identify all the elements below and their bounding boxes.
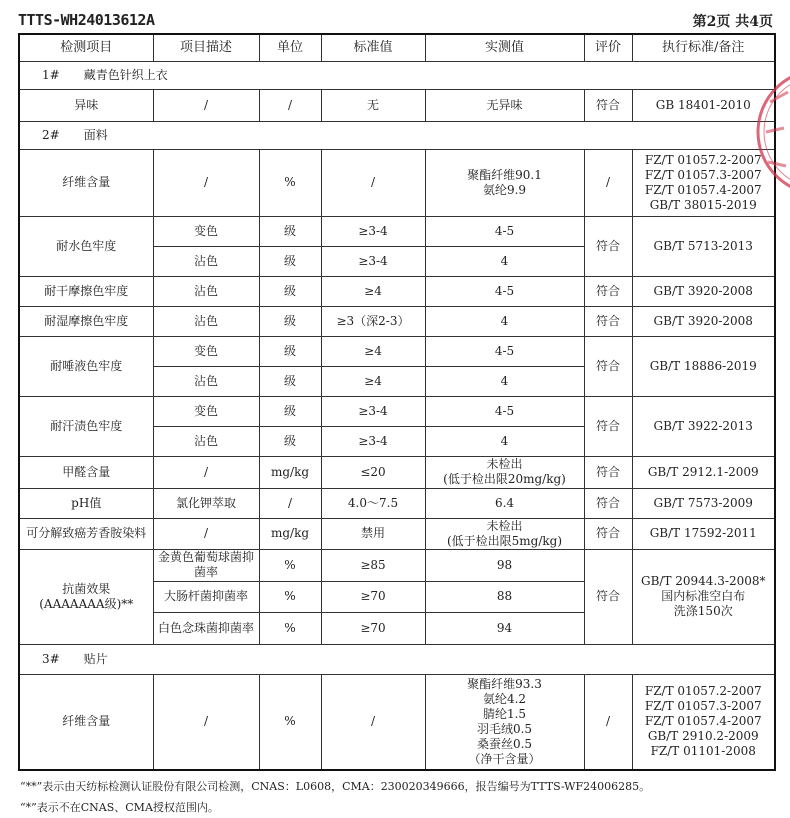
column-header: 标准值 — [321, 34, 425, 61]
table-cell: 符合 — [584, 306, 632, 336]
table-cell: / — [321, 149, 425, 216]
table-cell: GB/T 5713-2013 — [632, 216, 775, 276]
table-cell: GB 18401-2010 — [632, 89, 775, 121]
table-cell: GB/T 3920-2008 — [632, 306, 775, 336]
table-cell: 沾色 — [153, 306, 259, 336]
table-cell: 聚酯纤维93.3 氨纶4.2 腈纶1.5 羽毛绒0.5 桑蚕丝0.5 （净干含量） — [425, 674, 584, 770]
table-cell: % — [259, 149, 321, 216]
table-cell: % — [259, 581, 321, 612]
table-cell: ≥3-4 — [321, 396, 425, 426]
table-cell: 符合 — [584, 549, 632, 644]
test-results-table — [18, 33, 776, 771]
table-cell: 异味 — [19, 89, 153, 121]
table-cell: 级 — [259, 246, 321, 276]
table-cell: FZ/T 01057.2-2007 FZ/T 01057.3-2007 FZ/T 01057.4-2007 GB/T 2910.2-2009 FZ/T 01101-2008 — [632, 674, 775, 770]
table-cell: 无异味 — [425, 89, 584, 121]
table-cell: GB/T 18886-2019 — [632, 336, 775, 396]
table-cell: 纤维含量 — [19, 674, 153, 770]
table-cell: 4 — [425, 306, 584, 336]
table-cell: 金黄色葡萄球菌抑菌率 — [153, 549, 259, 581]
table-cell: mg/kg — [259, 518, 321, 549]
table-row — [19, 149, 775, 216]
table-cell: ≥3（深2-3） — [321, 306, 425, 336]
table-cell: / — [153, 456, 259, 488]
table-cell: 可分解致癌芳香胺染料 — [19, 518, 153, 549]
table-cell: 4-5 — [425, 336, 584, 366]
table-cell: 符合 — [584, 216, 632, 276]
column-header: 实测值 — [425, 34, 584, 61]
table-cell: 沾色 — [153, 366, 259, 396]
table-cell: 4 — [425, 246, 584, 276]
table-cell: 聚酯纤维90.1 氨纶9.9 — [425, 149, 584, 216]
table-cell: / — [259, 89, 321, 121]
table-cell: 无 — [321, 89, 425, 121]
table-cell: / — [153, 674, 259, 770]
table-cell: GB/T 17592-2011 — [632, 518, 775, 549]
footnote: “*”表示不在CNAS、CMA授权范围内。 — [20, 801, 219, 814]
table-cell: 级 — [259, 276, 321, 306]
header-row — [19, 34, 775, 61]
column-header: 项目描述 — [153, 34, 259, 61]
section-row — [19, 61, 775, 89]
table-cell: 4.0～7.5 — [321, 488, 425, 518]
column-header: 执行标准/备注 — [632, 34, 775, 61]
table-cell: 4-5 — [425, 216, 584, 246]
table-row — [19, 396, 775, 426]
table-cell: ≥70 — [321, 581, 425, 612]
table-cell: 氯化钾萃取 — [153, 488, 259, 518]
table-cell: 符合 — [584, 518, 632, 549]
table-row — [19, 518, 775, 549]
table-cell: 耐唾液色牢度 — [19, 336, 153, 396]
red-seal-stamp — [748, 62, 790, 202]
table-cell: GB/T 7573-2009 — [632, 488, 775, 518]
table-cell: GB/T 3922-2013 — [632, 396, 775, 456]
table-cell: 耐湿摩擦色牢度 — [19, 306, 153, 336]
table-cell: ≥3-4 — [321, 216, 425, 246]
table-cell: 级 — [259, 216, 321, 246]
table-cell: pH值 — [19, 488, 153, 518]
table-cell: 变色 — [153, 396, 259, 426]
table-cell: ≥4 — [321, 336, 425, 366]
table-cell: 大肠杆菌抑菌率 — [153, 581, 259, 612]
table-cell: 变色 — [153, 216, 259, 246]
table-cell: ≥70 — [321, 612, 425, 644]
table-row — [19, 456, 775, 488]
table-cell: ≥4 — [321, 276, 425, 306]
table-cell: 沾色 — [153, 276, 259, 306]
table-cell: 符合 — [584, 488, 632, 518]
table-cell: 符合 — [584, 456, 632, 488]
section-row — [19, 121, 775, 149]
table-cell: / — [153, 518, 259, 549]
table-cell: / — [153, 149, 259, 216]
table-cell: / — [321, 674, 425, 770]
section-row — [19, 644, 775, 674]
table-cell: 耐汗渍色牢度 — [19, 396, 153, 456]
table-cell: 98 — [425, 549, 584, 581]
column-header: 单位 — [259, 34, 321, 61]
table-cell: FZ/T 01057.2-2007 FZ/T 01057.3-2007 FZ/T 01057.4-2007 GB/T 38015-2019 — [632, 149, 775, 216]
table-cell: 级 — [259, 306, 321, 336]
table-row — [19, 336, 775, 366]
section-title: 1# 藏青色针织上衣 — [19, 61, 775, 89]
table-row — [19, 89, 775, 121]
table-cell: / — [259, 488, 321, 518]
table-cell: % — [259, 612, 321, 644]
table-cell: / — [153, 89, 259, 121]
table-cell: 级 — [259, 366, 321, 396]
table-cell: GB/T 20944.3-2008* 国内标准空白布 洗涤150次 — [632, 549, 775, 644]
table-cell: 沾色 — [153, 426, 259, 456]
table-cell: 耐水色牢度 — [19, 216, 153, 276]
table-cell: % — [259, 674, 321, 770]
table-cell: 4 — [425, 366, 584, 396]
table-row — [19, 549, 775, 581]
table-cell: 级 — [259, 396, 321, 426]
table-cell: 级 — [259, 336, 321, 366]
column-header: 检测项目 — [19, 34, 153, 61]
table-cell: 甲醛含量 — [19, 456, 153, 488]
section-title: 2# 面料 — [19, 121, 775, 149]
table-row — [19, 276, 775, 306]
table-cell: mg/kg — [259, 456, 321, 488]
table-cell: % — [259, 549, 321, 581]
table-cell: 耐干摩擦色牢度 — [19, 276, 153, 306]
footnote: “**”表示由天纺标检测认证股份有限公司检测，CNAS：L0608，CMA：230020349666，报告编号为TTTS-WF24006285。 — [20, 780, 651, 793]
table-cell: 白色念珠菌抑菌率 — [153, 612, 259, 644]
table-cell: / — [584, 674, 632, 770]
table-cell: 6.4 — [425, 488, 584, 518]
table-row — [19, 674, 775, 770]
table-cell: 抗菌效果 (AAAAAAA级)** — [19, 549, 153, 644]
table-cell: ≥85 — [321, 549, 425, 581]
footnotes — [20, 776, 650, 818]
table-cell: 纤维含量 — [19, 149, 153, 216]
table-cell: ≤20 — [321, 456, 425, 488]
table-cell: GB/T 3920-2008 — [632, 276, 775, 306]
table-cell: ≥3-4 — [321, 246, 425, 276]
table-cell: 禁用 — [321, 518, 425, 549]
table-cell: 未检出 (低于检出限5mg/kg) — [425, 518, 584, 549]
table-cell: 4-5 — [425, 276, 584, 306]
table-row — [19, 216, 775, 246]
table-cell: / — [584, 149, 632, 216]
table-cell: ≥4 — [321, 366, 425, 396]
column-header: 评价 — [584, 34, 632, 61]
table-cell: 符合 — [584, 336, 632, 396]
table-cell: 符合 — [584, 396, 632, 456]
table-cell: 沾色 — [153, 246, 259, 276]
table-cell: 未检出 (低于检出限20mg/kg) — [425, 456, 584, 488]
table-cell: 4-5 — [425, 396, 584, 426]
section-title: 3# 贴片 — [19, 644, 775, 674]
table-cell: 符合 — [584, 89, 632, 121]
table-cell: ≥3-4 — [321, 426, 425, 456]
table-cell: 88 — [425, 581, 584, 612]
table-cell: 级 — [259, 426, 321, 456]
report-number: TTTS-WH24013612A — [18, 11, 155, 29]
table-cell: 变色 — [153, 336, 259, 366]
table-row — [19, 306, 775, 336]
table-row — [19, 488, 775, 518]
table-cell: 符合 — [584, 276, 632, 306]
table-cell: 4 — [425, 426, 584, 456]
table-cell: GB/T 2912.1-2009 — [632, 456, 775, 488]
page-indicator: 第2页 共4页 — [692, 14, 773, 30]
table-cell: 94 — [425, 612, 584, 644]
